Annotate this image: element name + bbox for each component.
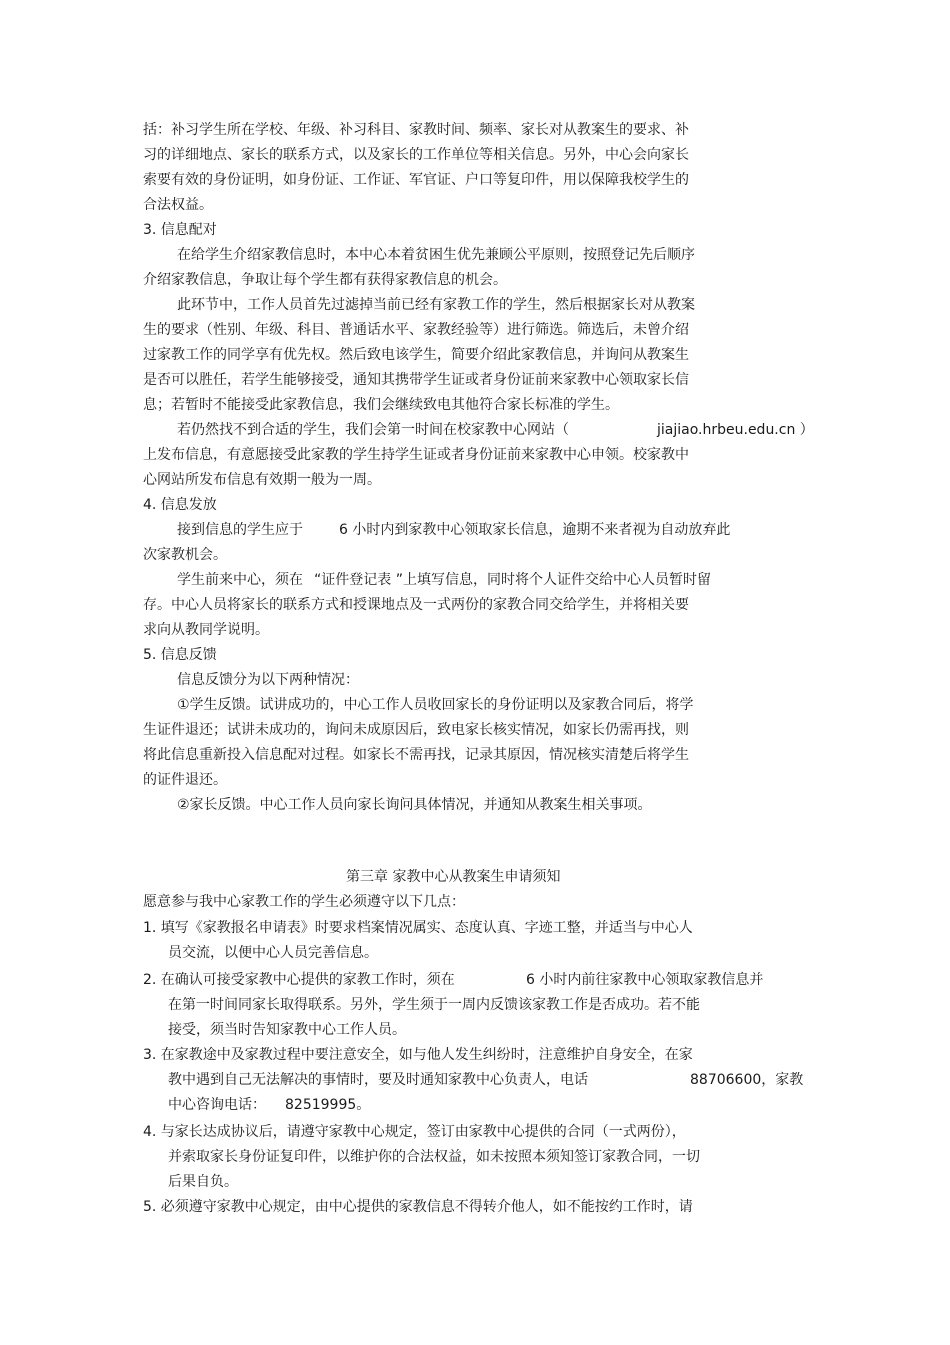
body-line: 将此信息重新投入信息配对过程。如家长不需再找，记录其原因，情况核实清楚后将学生 — [143, 747, 689, 763]
body-line: 6 小时内到家教中心领取家长信息，逾期不来者视为自动放弃此 — [339, 522, 731, 538]
body-line: 上发布信息，有意愿接受此家教的学生持学生证或者身份证前来家教中心申领。校家教中 — [143, 447, 689, 463]
body-line: 是否可以胜任，若学生能够接受，通知其携带学生证或者身份证前来家教中心领取家长信 — [143, 372, 689, 388]
body-line: 习的详细地点、家长的联系方式，以及家长的工作单位等相关信息。另外，中心会向家长 — [143, 147, 689, 163]
rule-line: 并索取家长身份证复印件，以维护你的合法权益，如未按照本须知签订家教合同，一切 — [168, 1149, 700, 1165]
rule-line: 在第一时间同家长取得联系。另外，学生须于一周内反馈该家教工作是否成功。若不能 — [168, 997, 700, 1013]
rule-line: 3. 在家教途中及家教过程中要注意安全，如与他人发生纠纷时，注意维护自身安全，在家 — [143, 1047, 693, 1063]
body-line: ①学生反馈。试讲成功的，中心工作人员收回家长的身份证明以及家教合同后，将学 — [177, 697, 694, 713]
body-line: 求向从教同学说明。 — [143, 622, 269, 638]
phone-number: 82519995。 — [285, 1097, 371, 1113]
body-line: 存。中心人员将家长的联系方式和授课地点及一式两份的家教合同交给学生，并将相关要 — [143, 597, 689, 613]
body-line: 息；若暂时不能接受此家教信息，我们会继续致电其他符合家长标准的学生。 — [143, 397, 619, 413]
body-line: 的证件退还。 — [143, 772, 227, 788]
body-line: 学生前来中心，须在 — [177, 572, 303, 588]
section-heading: 5. 信息反馈 — [143, 647, 217, 663]
body-line: 括：补习学生所在学校、年级、补习科目、家教时间、频率、家长对从教案生的要求、补 — [143, 122, 689, 138]
body-line: 生的要求（性别、年级、科目、普通话水平、家教经验等）进行筛选。筛选后，未曾介绍 — [143, 322, 689, 338]
body-line: 索要有效的身份证明，如身份证、工作证、军官证、户口等复印件，用以保障我校学生的 — [143, 172, 689, 188]
rule-line: 1. 填写《家教报名申请表》时要求档案情况属实、态度认真、字迹工整，并适当与中心人 — [143, 920, 693, 936]
rule-line: 教中遇到自己无法解决的事情时，要及时通知家教中心负责人，电话 — [168, 1072, 588, 1088]
rule-line: 员交流，以便中心人员完善信息。 — [168, 945, 378, 961]
body-line: 介绍家教信息，争取让每个学生都有获得家教信息的机会。 — [143, 272, 507, 288]
body-line: 次家教机会。 — [143, 547, 227, 563]
body-line: 过家教工作的同学享有优先权。然后致电该学生，简要介绍此家教信息，并询问从教案生 — [143, 347, 689, 363]
rule-line: 接受，须当时告知家教中心工作人员。 — [168, 1022, 406, 1038]
rule-line: 5. 必须遵守家教中心规定，由中心提供的家教信息不得转介他人，如不能按约工作时，请 — [143, 1199, 693, 1215]
rule-line: 6 小时内前往家教中心领取家教信息并 — [526, 972, 764, 988]
chapter-title: 第三章 家教中心从教案生申请须知 — [346, 869, 561, 885]
rule-line: 4. 与家长达成协议后，请遵守家教中心规定，签订由家教中心提供的合同（一式两份）， — [143, 1124, 686, 1140]
body-line: 合法权益。 — [143, 197, 213, 213]
chapter-intro: 愿意参与我中心家教工作的学生必须遵守以下几点： — [143, 894, 465, 910]
body-line: 此环节中，工作人员首先过滤掉当前已经有家教工作的学生，然后根据家长对从教案 — [177, 297, 695, 313]
body-line: “证件登记表 ”上填写信息，同时将个人证件交给中心人员暂时留 — [314, 572, 711, 588]
section-heading: 3. 信息配对 — [143, 222, 217, 238]
section-heading: 4. 信息发放 — [143, 497, 217, 513]
phone-number: 88706600，家教 — [690, 1072, 804, 1088]
body-line: 生证件退还；试讲未成功的，询问未成原因后，致电家长核实情况，如家长仍需再找，则 — [143, 722, 689, 738]
rule-line: 2. 在确认可接受家教中心提供的家教工作时，须在 — [143, 972, 455, 988]
body-line: 信息反馈分为以下两种情况： — [177, 672, 359, 688]
rule-line: 中心咨询电话： — [168, 1097, 266, 1113]
website-url: jiajiao.hrbeu.edu.cn ） — [657, 422, 814, 438]
body-line: 心网站所发布信息有效期一般为一周。 — [143, 472, 381, 488]
body-line: ②家长反馈。中心工作人员向家长询问具体情况，并通知从教案生相关事项。 — [177, 797, 652, 813]
body-line: 在给学生介绍家教信息时，本中心本着贫困生优先兼顾公平原则，按照登记先后顺序 — [177, 247, 695, 263]
body-line: 若仍然找不到合适的学生，我们会第一时间在校家教中心网站（ — [177, 422, 569, 438]
body-line: 接到信息的学生应于 — [177, 522, 303, 538]
rule-line: 后果自负。 — [168, 1174, 238, 1190]
